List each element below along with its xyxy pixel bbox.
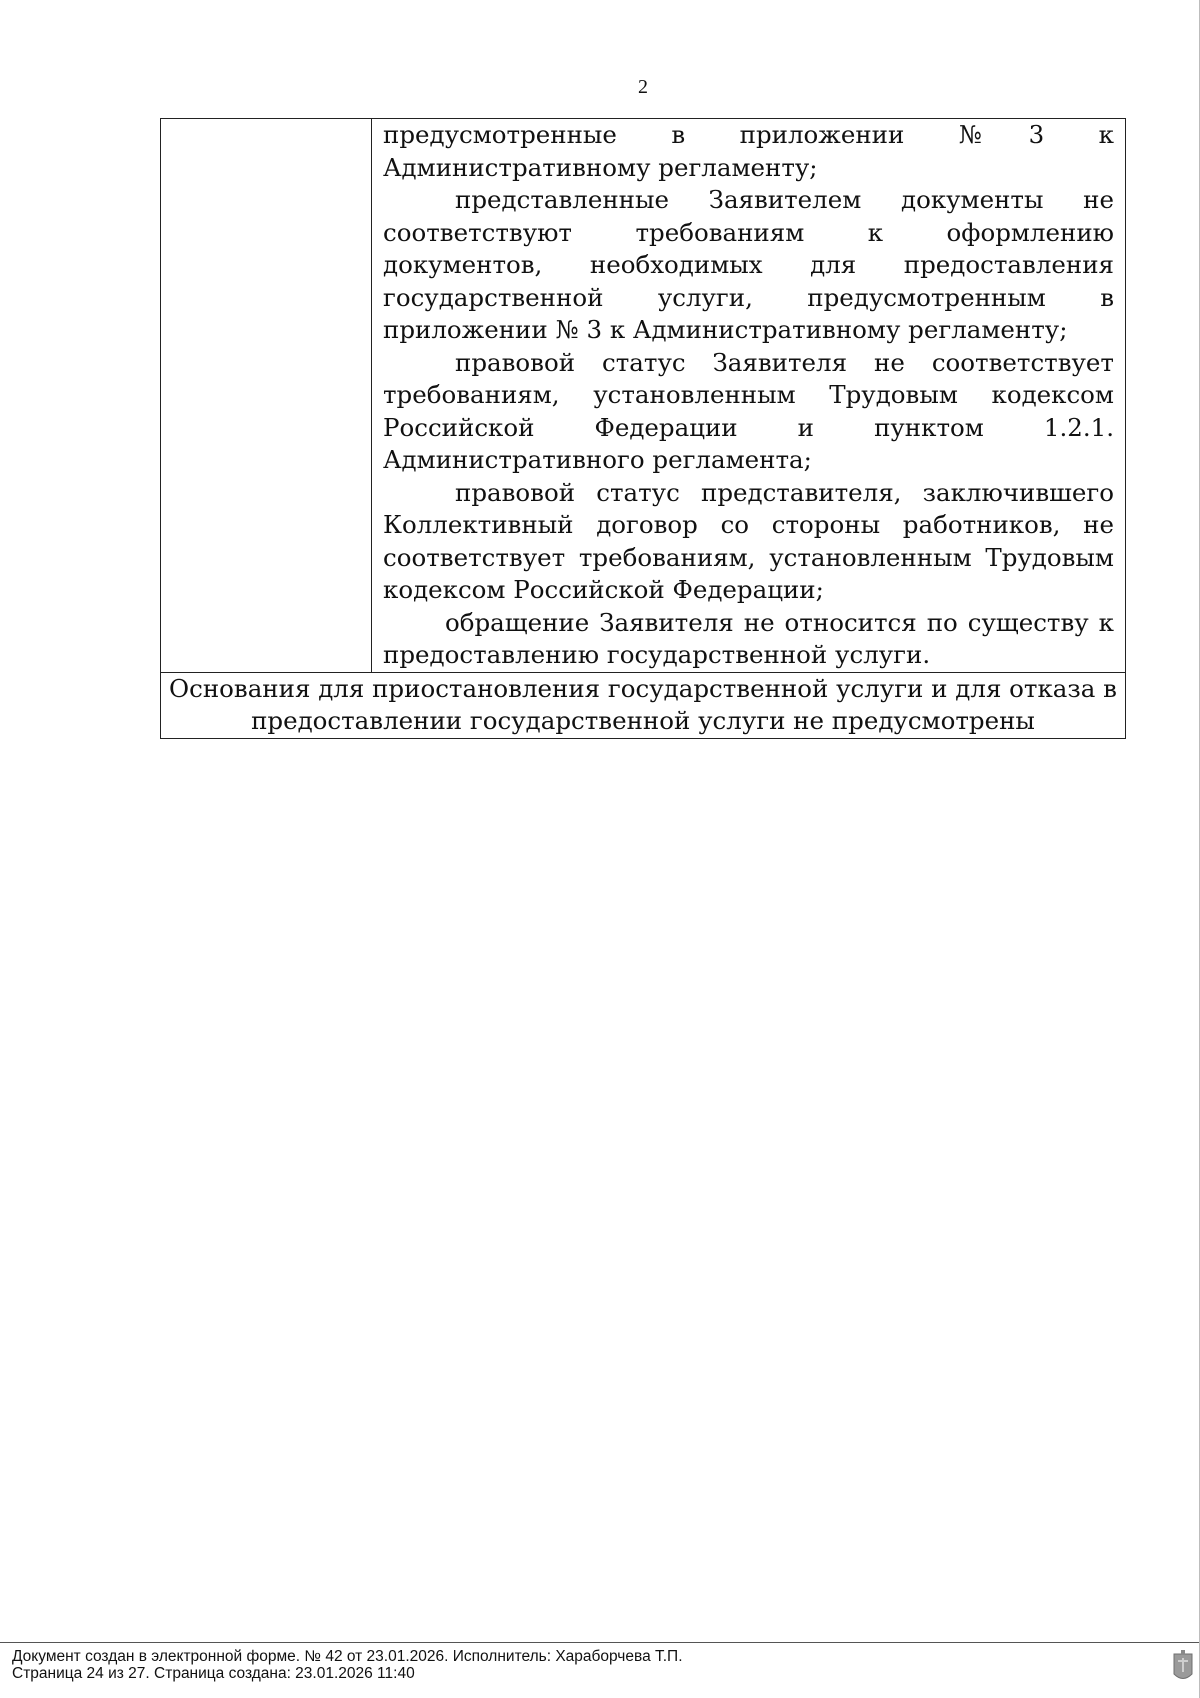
paragraph-request-subject: обращение Заявителя не относится по существу к предоставлению государственной услуги. bbox=[383, 607, 1114, 669]
paragraph-representative-status: правовой статус представителя, заключившего Коллективный договор со стороны работников, не соответствует требованиям, установленным Трудовым кодексом Российской Федерации; bbox=[383, 477, 1114, 604]
footer-line-page: Страница 24 из 27. Страница создана: 23.01.2026 11:40 bbox=[12, 1665, 415, 1682]
table-cell-grounds bbox=[372, 119, 1126, 673]
footer-line-document: Документ создан в электронной форме. № 42 от 23.01.2026. Исполнитель: Хараборчева Т.П. bbox=[12, 1648, 683, 1665]
paragraph-applicant-status: правовой статус Заявителя не соответствует требованиям, установленным Трудовым кодексом Российской Федерации и пунктом 1.2.1. Административного регламента; bbox=[383, 347, 1114, 474]
coat-of-arms-icon bbox=[1172, 1650, 1194, 1684]
paragraph-appendix-ref: предусмотренные в приложении №3 к Административному регламенту; bbox=[383, 120, 1114, 182]
footer-info bbox=[12, 1648, 683, 1682]
document-table bbox=[160, 118, 1126, 739]
table-cell-suspension-grounds: Основания для приостановления государственной услуги и для отказа в предоставлении государственной услуги не предусмотрены bbox=[161, 672, 1126, 738]
table-row bbox=[161, 672, 1126, 738]
page-number: 2 bbox=[638, 76, 648, 98]
table-row bbox=[161, 119, 1126, 673]
footer-divider bbox=[0, 1642, 1199, 1643]
table-cell-empty bbox=[161, 119, 372, 673]
paragraph-documents-requirements: представленные Заявителем документы не соответствуют требованиям к оформлению документов, необходимых для предоставления государственной услуги, предусмотренным в приложении № 3 к Административному регламенту; bbox=[383, 185, 1114, 344]
